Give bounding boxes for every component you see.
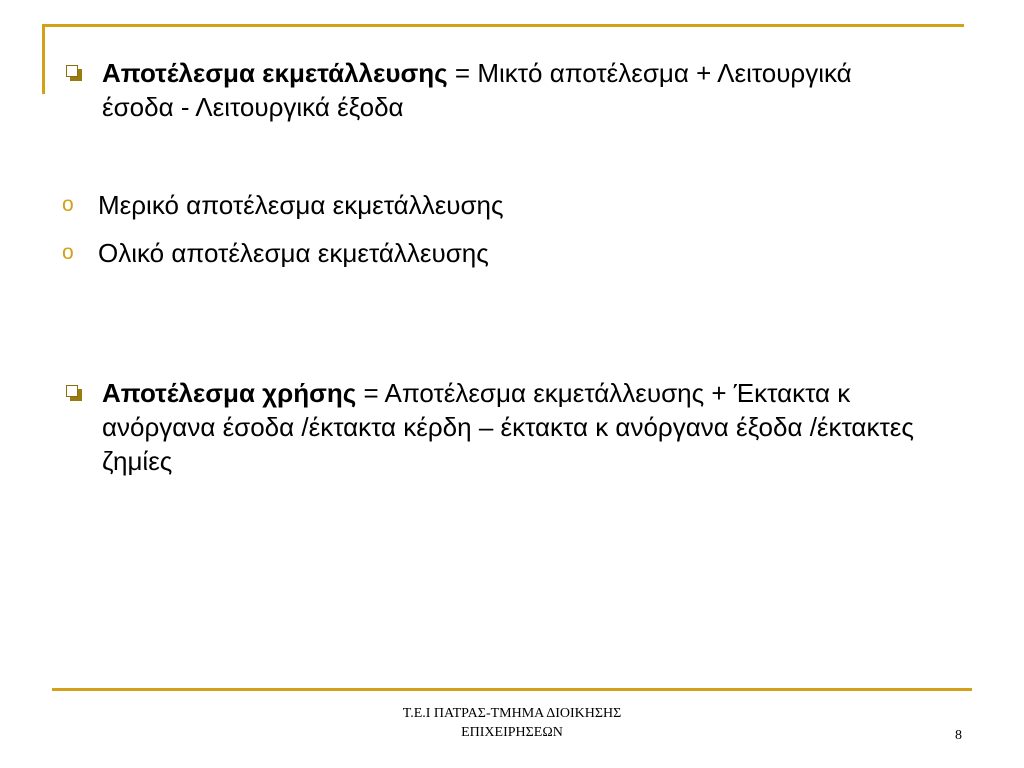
- page-number: 8: [955, 728, 962, 743]
- bullet-operating-result: [66, 56, 926, 124]
- bullet-definition: = Μικτό αποτέλεσμα + Λειτουργικά έσοδα - Λειτουργικά έξοδα: [102, 58, 852, 122]
- top-rule: [42, 24, 964, 27]
- bullet-term: Αποτέλεσμα εκμετάλλευσης: [102, 58, 448, 88]
- square-bullet-icon: [66, 385, 82, 401]
- bullet-text: [102, 56, 926, 124]
- footer-line1: Τ.Ε.Ι ΠΑΤΡΑΣ-ΤΜΗΜΑ ΔΙΟΙΚΗΣΗΣ: [402, 706, 622, 721]
- left-rule: [42, 24, 45, 94]
- sub-bullet-text: Ολικό αποτέλεσμα εκμετάλλευσης: [98, 238, 489, 268]
- bullet-term: Αποτέλεσμα χρήσης: [102, 378, 357, 408]
- footer-institution: [312, 704, 712, 742]
- sub-bullet-partial: [62, 188, 922, 222]
- bullet-definition: = Αποτέλεσμα εκμετάλλευσης + Έκτακτα κ ανόργανα έσοδα /έκτακτα κέρδη – έκτακτα κ ανόργανα έξοδα /έκτακτες ζημίες: [102, 378, 914, 476]
- square-bullet-icon: [66, 65, 82, 81]
- footer-line2: ΕΠΙΧΕΙΡΗΣΕΩΝ: [461, 725, 563, 740]
- circle-bullet-icon: o: [62, 193, 74, 216]
- bullet-net-result: [66, 376, 926, 478]
- sub-bullet-total: [62, 236, 922, 270]
- bottom-rule: [52, 688, 972, 691]
- sub-bullet-text: Μερικό αποτέλεσμα εκμετάλλευσης: [98, 190, 504, 220]
- circle-bullet-icon: o: [62, 241, 74, 264]
- bullet-text: [102, 376, 926, 478]
